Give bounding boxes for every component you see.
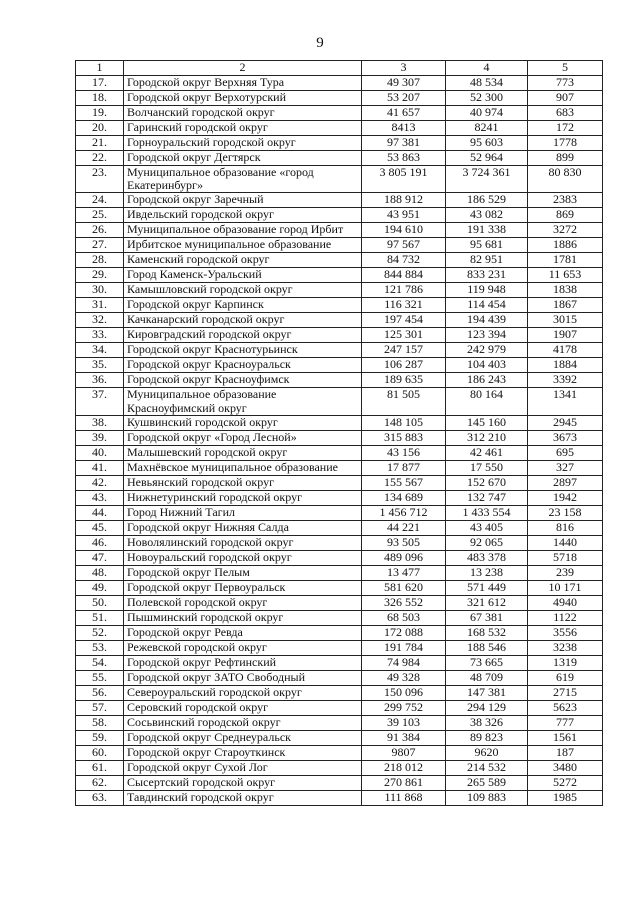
row-number: 55.: [76, 670, 124, 685]
row-number: 52.: [76, 625, 124, 640]
header-col-4: 4: [446, 61, 528, 76]
value-col-5: 2897: [528, 475, 603, 490]
value-col-3: 1 456 712: [362, 505, 446, 520]
municipality-name: Городской округ Заречный: [124, 193, 362, 208]
municipality-name: Ирбитское муниципальное образование: [124, 238, 362, 253]
municipality-name: Городской округ Красноуральск: [124, 358, 362, 373]
row-number: 29.: [76, 268, 124, 283]
row-number: 22.: [76, 151, 124, 166]
value-col-3: 134 689: [362, 490, 446, 505]
table-row: [76, 76, 603, 91]
header-col-3: 3: [362, 61, 446, 76]
value-col-3: 218 012: [362, 760, 446, 775]
municipality-name: Город Нижний Тагил: [124, 505, 362, 520]
row-number: 60.: [76, 745, 124, 760]
row-number: 18.: [76, 91, 124, 106]
value-col-4: 42 461: [446, 445, 528, 460]
municipality-name: Городской округ Карпинск: [124, 298, 362, 313]
value-col-3: 3 805 191: [362, 166, 446, 193]
value-col-4: 571 449: [446, 580, 528, 595]
value-col-5: 3673: [528, 430, 603, 445]
value-col-3: 44 221: [362, 520, 446, 535]
municipality-name: Муниципальное образование «город Екатеринбург»: [124, 166, 362, 193]
table-row: [76, 745, 603, 760]
value-col-3: 191 784: [362, 640, 446, 655]
row-number: 25.: [76, 208, 124, 223]
value-col-5: 3015: [528, 313, 603, 328]
value-col-5: 1440: [528, 535, 603, 550]
table-row: [76, 490, 603, 505]
row-number: 19.: [76, 106, 124, 121]
table-row: [76, 328, 603, 343]
municipality-name: Городской округ Первоуральск: [124, 580, 362, 595]
row-number: 38.: [76, 415, 124, 430]
row-number: 41.: [76, 460, 124, 475]
table-row: [76, 193, 603, 208]
value-col-5: 1122: [528, 610, 603, 625]
value-col-5: 869: [528, 208, 603, 223]
value-col-4: 1 433 554: [446, 505, 528, 520]
table-row: [76, 445, 603, 460]
value-col-5: 1907: [528, 328, 603, 343]
value-col-5: 4940: [528, 595, 603, 610]
municipality-name: Городской округ «Город Лесной»: [124, 430, 362, 445]
value-col-5: 2945: [528, 415, 603, 430]
municipality-name: Ивдельский городской округ: [124, 208, 362, 223]
value-col-5: 2383: [528, 193, 603, 208]
municipality-name: Пышминский городской округ: [124, 610, 362, 625]
table-row: [76, 730, 603, 745]
value-col-3: 8413: [362, 121, 446, 136]
table-row: [76, 460, 603, 475]
municipality-name: Городской округ Пелым: [124, 565, 362, 580]
value-col-3: 91 384: [362, 730, 446, 745]
row-number: 50.: [76, 595, 124, 610]
value-col-4: 104 403: [446, 358, 528, 373]
table-row: [76, 358, 603, 373]
value-col-3: 172 088: [362, 625, 446, 640]
value-col-3: 53 863: [362, 151, 446, 166]
municipality-name: Сысертский городской округ: [124, 775, 362, 790]
value-col-5: 5272: [528, 775, 603, 790]
table-row: [76, 121, 603, 136]
municipality-name: Городской округ ЗАТО Свободный: [124, 670, 362, 685]
value-col-5: 1867: [528, 298, 603, 313]
value-col-5: 187: [528, 745, 603, 760]
municipality-name: Полевской городской округ: [124, 595, 362, 610]
value-col-3: 581 620: [362, 580, 446, 595]
row-number: 34.: [76, 343, 124, 358]
table-row: [76, 505, 603, 520]
municipality-name: Городской округ Среднеуральск: [124, 730, 362, 745]
value-col-4: 147 381: [446, 685, 528, 700]
table-row: [76, 373, 603, 388]
table-row: [76, 430, 603, 445]
value-col-3: 111 868: [362, 790, 446, 805]
value-col-5: 5718: [528, 550, 603, 565]
row-number: 46.: [76, 535, 124, 550]
row-number: 58.: [76, 715, 124, 730]
row-number: 35.: [76, 358, 124, 373]
table-row: [76, 655, 603, 670]
value-col-5: 11 653: [528, 268, 603, 283]
row-number: 61.: [76, 760, 124, 775]
row-number: 59.: [76, 730, 124, 745]
value-col-5: 3556: [528, 625, 603, 640]
value-col-3: 125 301: [362, 328, 446, 343]
row-number: 30.: [76, 283, 124, 298]
municipality-name: Городской округ Красноуфимск: [124, 373, 362, 388]
row-number: 21.: [76, 136, 124, 151]
value-col-3: 97 381: [362, 136, 446, 151]
value-col-3: 247 157: [362, 343, 446, 358]
row-number: 37.: [76, 388, 124, 415]
value-col-4: 123 394: [446, 328, 528, 343]
value-col-5: 907: [528, 91, 603, 106]
municipality-name: Городской округ Ревда: [124, 625, 362, 640]
value-col-4: 119 948: [446, 283, 528, 298]
value-col-5: 1781: [528, 253, 603, 268]
value-col-3: 17 877: [362, 460, 446, 475]
value-col-4: 194 439: [446, 313, 528, 328]
value-col-4: 13 238: [446, 565, 528, 580]
row-number: 26.: [76, 223, 124, 238]
municipality-name: Каменский городской округ: [124, 253, 362, 268]
row-number: 44.: [76, 505, 124, 520]
value-col-3: 844 884: [362, 268, 446, 283]
row-number: 45.: [76, 520, 124, 535]
table-row: [76, 565, 603, 580]
value-col-4: 168 532: [446, 625, 528, 640]
table-row: [76, 700, 603, 715]
value-col-4: 8241: [446, 121, 528, 136]
row-number: 20.: [76, 121, 124, 136]
value-col-4: 186 243: [446, 373, 528, 388]
value-col-5: 1341: [528, 388, 603, 415]
value-col-5: 239: [528, 565, 603, 580]
municipality-name: Городской округ Сухой Лог: [124, 760, 362, 775]
value-col-5: 777: [528, 715, 603, 730]
value-col-4: 52 964: [446, 151, 528, 166]
value-col-5: 1886: [528, 238, 603, 253]
value-col-4: 95 603: [446, 136, 528, 151]
municipality-name: Новолялинский городской округ: [124, 535, 362, 550]
value-col-3: 116 321: [362, 298, 446, 313]
value-col-5: 23 158: [528, 505, 603, 520]
data-table: [75, 60, 603, 806]
header-col-2: 2: [124, 61, 362, 76]
value-col-5: 80 830: [528, 166, 603, 193]
row-number: 32.: [76, 313, 124, 328]
row-number: 51.: [76, 610, 124, 625]
value-col-3: 68 503: [362, 610, 446, 625]
header-col-1: 1: [76, 61, 124, 76]
row-number: 48.: [76, 565, 124, 580]
table-row: [76, 343, 603, 358]
table-row: [76, 166, 603, 193]
row-number: 47.: [76, 550, 124, 565]
value-col-4: 152 670: [446, 475, 528, 490]
municipality-name: Нижнетуринский городской округ: [124, 490, 362, 505]
value-col-4: 833 231: [446, 268, 528, 283]
value-col-3: 148 105: [362, 415, 446, 430]
value-col-4: 40 974: [446, 106, 528, 121]
municipality-name: Режевской городской округ: [124, 640, 362, 655]
municipality-name: Сосьвинский городской округ: [124, 715, 362, 730]
table-row: [76, 595, 603, 610]
value-col-3: 188 912: [362, 193, 446, 208]
value-col-5: 3238: [528, 640, 603, 655]
table-row: [76, 520, 603, 535]
table-row: [76, 151, 603, 166]
municipality-name: Гаринский городской округ: [124, 121, 362, 136]
header-col-5: 5: [528, 61, 603, 76]
table-row: [76, 790, 603, 805]
row-number: 42.: [76, 475, 124, 490]
value-col-3: 53 207: [362, 91, 446, 106]
value-col-5: 899: [528, 151, 603, 166]
value-col-3: 41 657: [362, 106, 446, 121]
value-col-4: 89 823: [446, 730, 528, 745]
value-col-4: 242 979: [446, 343, 528, 358]
value-col-3: 270 861: [362, 775, 446, 790]
municipality-name: Город Каменск-Уральский: [124, 268, 362, 283]
value-col-4: 95 681: [446, 238, 528, 253]
row-number: 49.: [76, 580, 124, 595]
row-number: 62.: [76, 775, 124, 790]
value-col-3: 13 477: [362, 565, 446, 580]
table-row: [76, 268, 603, 283]
value-col-4: 321 612: [446, 595, 528, 610]
row-number: 28.: [76, 253, 124, 268]
value-col-3: 84 732: [362, 253, 446, 268]
value-col-4: 132 747: [446, 490, 528, 505]
value-col-5: 4178: [528, 343, 603, 358]
value-col-5: 3272: [528, 223, 603, 238]
municipality-name: Новоуральский городской округ: [124, 550, 362, 565]
row-number: 56.: [76, 685, 124, 700]
table-body: [76, 76, 603, 806]
table-row: [76, 313, 603, 328]
municipality-name: Муниципальное образование город Ирбит: [124, 223, 362, 238]
municipality-name: Волчанский городской округ: [124, 106, 362, 121]
table-row: [76, 625, 603, 640]
value-col-5: 683: [528, 106, 603, 121]
value-col-3: 106 287: [362, 358, 446, 373]
value-col-5: 3480: [528, 760, 603, 775]
table-row: [76, 136, 603, 151]
table-row: [76, 550, 603, 565]
table-row: [76, 685, 603, 700]
municipality-name: Махнёвское муниципальное образование: [124, 460, 362, 475]
value-col-5: 5623: [528, 700, 603, 715]
table-row: [76, 106, 603, 121]
value-col-3: 155 567: [362, 475, 446, 490]
value-col-5: 773: [528, 76, 603, 91]
value-col-5: 172: [528, 121, 603, 136]
value-col-4: 3 724 361: [446, 166, 528, 193]
table-row: [76, 760, 603, 775]
municipality-name: Городской округ Верхотурский: [124, 91, 362, 106]
value-col-4: 294 129: [446, 700, 528, 715]
table-row: [76, 475, 603, 490]
value-col-5: 10 171: [528, 580, 603, 595]
value-col-5: 2715: [528, 685, 603, 700]
municipality-name: Городской округ Староуткинск: [124, 745, 362, 760]
value-col-4: 188 546: [446, 640, 528, 655]
row-number: 40.: [76, 445, 124, 460]
value-col-4: 43 405: [446, 520, 528, 535]
value-col-3: 49 307: [362, 76, 446, 91]
value-col-4: 82 951: [446, 253, 528, 268]
row-number: 23.: [76, 166, 124, 193]
value-col-5: 1778: [528, 136, 603, 151]
value-col-4: 109 883: [446, 790, 528, 805]
value-col-3: 9807: [362, 745, 446, 760]
value-col-4: 214 532: [446, 760, 528, 775]
row-number: 39.: [76, 430, 124, 445]
table-header-row: [76, 61, 603, 76]
value-col-4: 17 550: [446, 460, 528, 475]
municipality-name: Городской округ Краснотурьинск: [124, 343, 362, 358]
value-col-3: 194 610: [362, 223, 446, 238]
table-row: [76, 238, 603, 253]
row-number: 17.: [76, 76, 124, 91]
value-col-5: 816: [528, 520, 603, 535]
table-row: [76, 670, 603, 685]
value-col-3: 489 096: [362, 550, 446, 565]
table-row: [76, 223, 603, 238]
value-col-3: 326 552: [362, 595, 446, 610]
value-col-5: 695: [528, 445, 603, 460]
municipality-name: Городской округ Рефтинский: [124, 655, 362, 670]
row-number: 43.: [76, 490, 124, 505]
row-number: 36.: [76, 373, 124, 388]
municipality-name: Качканарский городской округ: [124, 313, 362, 328]
value-col-3: 81 505: [362, 388, 446, 415]
table-row: [76, 253, 603, 268]
row-number: 57.: [76, 700, 124, 715]
row-number: 24.: [76, 193, 124, 208]
value-col-4: 73 665: [446, 655, 528, 670]
municipality-name: Малышевский городской округ: [124, 445, 362, 460]
table-row: [76, 208, 603, 223]
table-row: [76, 715, 603, 730]
municipality-name: Городской округ Верхняя Тура: [124, 76, 362, 91]
value-col-3: 93 505: [362, 535, 446, 550]
value-col-4: 48 709: [446, 670, 528, 685]
row-number: 54.: [76, 655, 124, 670]
value-col-4: 67 381: [446, 610, 528, 625]
row-number: 31.: [76, 298, 124, 313]
value-col-5: 3392: [528, 373, 603, 388]
value-col-4: 265 589: [446, 775, 528, 790]
municipality-name: Кировградский городской округ: [124, 328, 362, 343]
value-col-5: 619: [528, 670, 603, 685]
value-col-3: 150 096: [362, 685, 446, 700]
value-col-4: 80 164: [446, 388, 528, 415]
table-row: [76, 580, 603, 595]
table-row: [76, 610, 603, 625]
table-row: [76, 775, 603, 790]
value-col-3: 299 752: [362, 700, 446, 715]
value-col-3: 43 156: [362, 445, 446, 460]
row-number: 33.: [76, 328, 124, 343]
municipality-name: Городской округ Нижняя Салда: [124, 520, 362, 535]
municipality-name: Невьянский городской округ: [124, 475, 362, 490]
value-col-4: 114 454: [446, 298, 528, 313]
value-col-3: 97 567: [362, 238, 446, 253]
municipality-name: Кушвинский городской округ: [124, 415, 362, 430]
value-col-4: 92 065: [446, 535, 528, 550]
value-col-4: 186 529: [446, 193, 528, 208]
value-col-4: 312 210: [446, 430, 528, 445]
table-row: [76, 298, 603, 313]
value-col-5: 1985: [528, 790, 603, 805]
row-number: 27.: [76, 238, 124, 253]
value-col-5: 1319: [528, 655, 603, 670]
table-row: [76, 535, 603, 550]
table-row: [76, 415, 603, 430]
value-col-5: 1838: [528, 283, 603, 298]
value-col-5: 1942: [528, 490, 603, 505]
value-col-3: 121 786: [362, 283, 446, 298]
table-row: [76, 388, 603, 415]
value-col-5: 1561: [528, 730, 603, 745]
table-row: [76, 91, 603, 106]
page-number: 9: [316, 35, 324, 51]
row-number: 63.: [76, 790, 124, 805]
value-col-4: 145 160: [446, 415, 528, 430]
value-col-3: 74 984: [362, 655, 446, 670]
value-col-4: 191 338: [446, 223, 528, 238]
value-col-3: 49 328: [362, 670, 446, 685]
value-col-4: 52 300: [446, 91, 528, 106]
table-row: [76, 283, 603, 298]
value-col-4: 483 378: [446, 550, 528, 565]
municipality-name: Камышловский городской округ: [124, 283, 362, 298]
municipality-name: Муниципальное образование Красноуфимский округ: [124, 388, 362, 415]
value-col-3: 43 951: [362, 208, 446, 223]
value-col-3: 189 635: [362, 373, 446, 388]
municipality-name: Горноуральский городской округ: [124, 136, 362, 151]
value-col-5: 1884: [528, 358, 603, 373]
value-col-3: 39 103: [362, 715, 446, 730]
municipality-name: Североуральский городской округ: [124, 685, 362, 700]
municipality-name: Серовский городской округ: [124, 700, 362, 715]
value-col-4: 48 534: [446, 76, 528, 91]
value-col-4: 9620: [446, 745, 528, 760]
value-col-3: 197 454: [362, 313, 446, 328]
municipality-name: Городской округ Дегтярск: [124, 151, 362, 166]
value-col-4: 38 326: [446, 715, 528, 730]
row-number: 53.: [76, 640, 124, 655]
value-col-4: 43 082: [446, 208, 528, 223]
table-row: [76, 640, 603, 655]
municipality-name: Тавдинский городской округ: [124, 790, 362, 805]
value-col-3: 315 883: [362, 430, 446, 445]
value-col-5: 327: [528, 460, 603, 475]
